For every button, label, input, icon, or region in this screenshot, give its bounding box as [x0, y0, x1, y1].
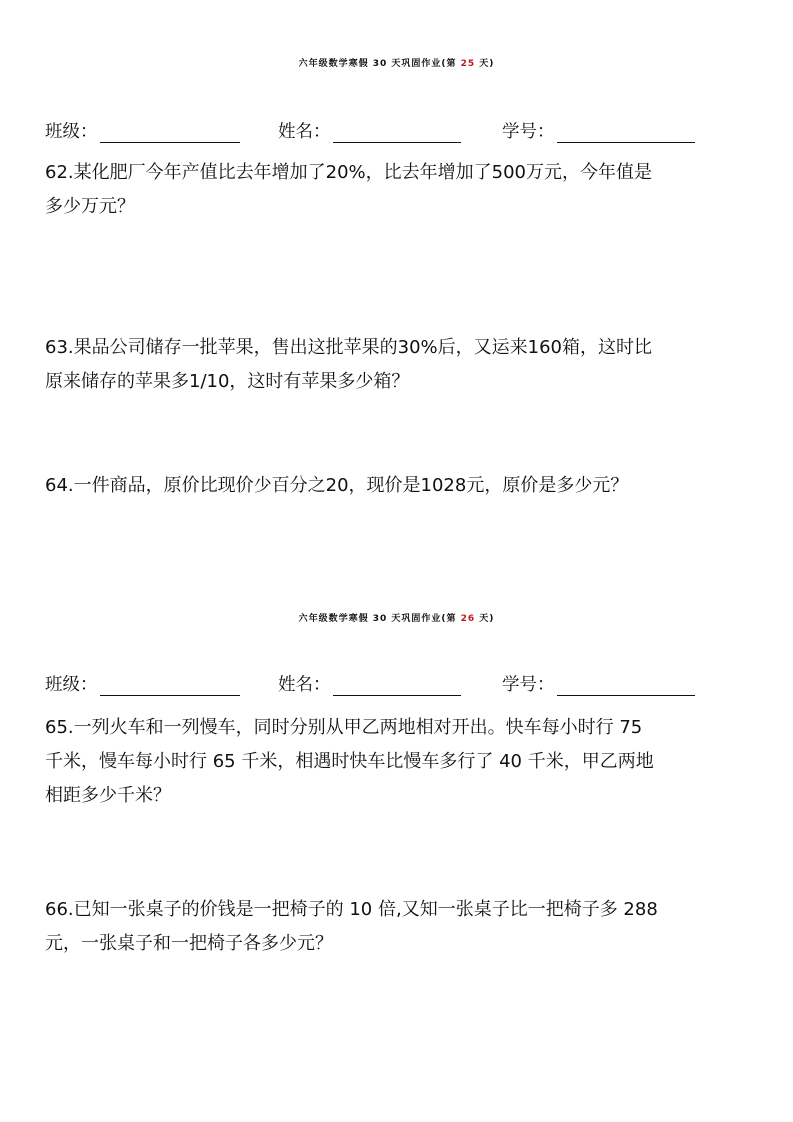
name-label: 姓名： — [278, 675, 331, 695]
title-prefix: 六年级数学寒假 30 天巩固作业(第 — [298, 614, 457, 624]
question-line: 千米，慢车每小时行 65 千米，相遇时快车比慢车多行了 40 千米，甲乙两地 — [45, 751, 654, 772]
class-field — [45, 671, 240, 696]
class-field — [45, 118, 240, 143]
name-field — [278, 118, 461, 143]
class-blank[interactable] — [100, 676, 240, 696]
question-65 — [45, 711, 753, 813]
title-prefix: 六年级数学寒假 30 天巩固作业(第 — [298, 59, 457, 69]
student-no-field — [502, 671, 695, 696]
question-line: 62.某化肥厂今年产值比去年增加了20%，比去年增加了500万元，今年值是 — [45, 162, 652, 183]
title-suffix: 天) — [479, 59, 495, 69]
class-blank[interactable] — [100, 123, 240, 143]
question-64 — [45, 469, 753, 503]
student-no-blank[interactable] — [557, 123, 695, 143]
title-day-26 — [0, 611, 793, 624]
title-day-25 — [0, 56, 793, 69]
question-line: 64.一件商品，原价比现价少百分之20，现价是1028元，原价是多少元？ — [45, 475, 629, 496]
question-line: 多少万元？ — [45, 196, 135, 217]
question-62 — [45, 156, 753, 224]
student-no-label: 学号： — [502, 675, 555, 695]
student-no-label: 学号： — [502, 122, 555, 142]
name-blank[interactable] — [333, 676, 461, 696]
day-number: 26 — [460, 614, 476, 624]
question-line: 65.一列火车和一列慢车，同时分别从甲乙两地相对开出。快车每小时行 75 — [45, 717, 643, 738]
name-blank[interactable] — [333, 123, 461, 143]
class-label: 班级： — [45, 122, 98, 142]
question-line: 63.果品公司储存一批苹果，售出这批苹果的30%后，又运来160箱，这时比 — [45, 337, 652, 358]
class-label: 班级： — [45, 675, 98, 695]
day-number: 25 — [460, 59, 476, 69]
name-label: 姓名： — [278, 122, 331, 142]
question-line: 相距多少千米？ — [45, 785, 171, 806]
student-no-blank[interactable] — [557, 676, 695, 696]
question-line: 66.已知一张桌子的价钱是一把椅子的 10 倍,又知一张桌子比一把椅子多 288 — [45, 899, 658, 920]
student-info-row — [45, 118, 745, 148]
question-line: 原来储存的苹果多1/10，这时有苹果多少箱？ — [45, 371, 410, 392]
student-info-row — [45, 671, 745, 701]
student-no-field — [502, 118, 695, 143]
question-line: 元，一张桌子和一把椅子各多少元？ — [45, 933, 333, 954]
title-suffix: 天) — [479, 614, 495, 624]
question-66 — [45, 893, 753, 961]
question-63 — [45, 331, 753, 399]
name-field — [278, 671, 461, 696]
